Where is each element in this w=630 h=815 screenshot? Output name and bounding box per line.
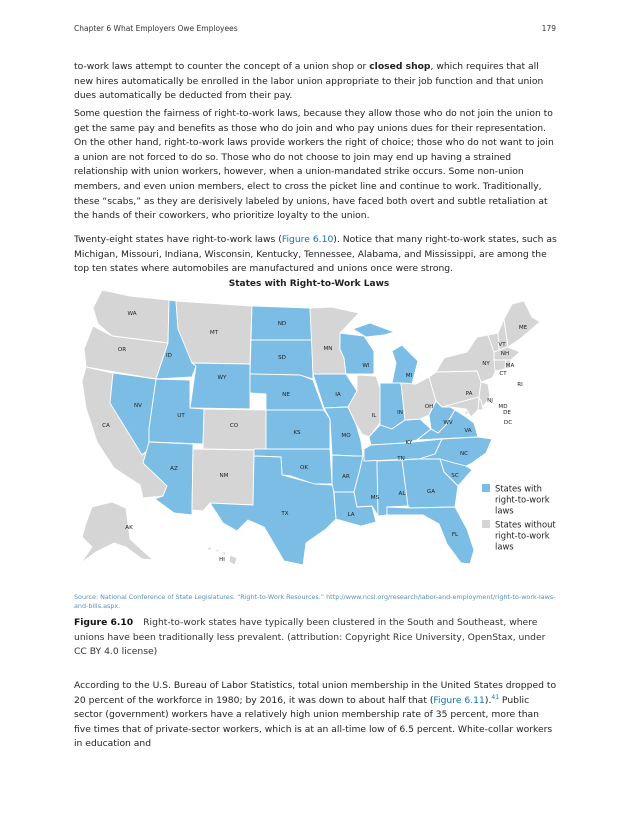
state-label-nc: NC: [459, 451, 469, 457]
state-label-ar: AR: [342, 474, 350, 480]
state-label-sd: SD: [278, 355, 286, 361]
state-AK: [81, 502, 153, 563]
legend-label-1-line-2: right-to-work: [495, 494, 550, 505]
state-label-de: DE: [503, 410, 511, 416]
state-label-nv: NV: [133, 403, 143, 409]
state-label-wi: WI: [362, 363, 370, 369]
chapter-title: Chapter 6 What Employers Owe Employees: [74, 24, 238, 33]
us-map: [74, 279, 557, 589]
state-label-ut: UT: [177, 413, 185, 419]
state-NM: [192, 449, 254, 511]
state-label-nm: NM: [219, 473, 229, 479]
p4-text-c: Public sector (government) workers have a relatively high union membership rate of 35 percent, more than five times that of private-sector workers, which is at an all-time low of 6.5 percent. White-collar workers in education and: [74, 694, 553, 750]
state-label-me: ME: [518, 325, 528, 331]
state-label-nj: NJ: [487, 398, 493, 404]
state-label-tn: TN: [397, 456, 405, 462]
state-label-ca: CA: [102, 423, 110, 429]
state-label-mn: MN: [323, 346, 333, 352]
state-label-hi: HI: [219, 557, 225, 563]
state-label-wy: WY: [217, 375, 227, 381]
state-CT: [494, 360, 506, 371]
p4-text-b: ).: [484, 694, 492, 706]
state-label-vt: VT: [498, 342, 506, 348]
state-label-ga: GA: [426, 489, 436, 495]
p3-text-b: ). Notice that many right-to-work states, such as Michigan, Missouri, Indiana, Wisconsin, Kentucky, Tennessee, Alabama, and Mississippi, are among the top ten states where automobiles are manufactured and unions once were strong.: [74, 234, 557, 275]
page-number: 179: [541, 24, 556, 33]
state-label-il: IL: [371, 413, 377, 419]
state-label-ks: KS: [293, 430, 301, 436]
state-label-ok: OK: [299, 465, 309, 471]
state-label-oh: OH: [424, 404, 434, 410]
legend-label-2-line-2: right-to-work: [495, 530, 550, 541]
footnote-41[interactable]: 41: [491, 693, 500, 701]
state-label-sc: SC: [451, 473, 459, 479]
state-DC: [465, 411, 468, 414]
paragraph-twenty-eight-states: [74, 233, 557, 277]
legend-swatch-1: [482, 484, 490, 492]
figure-source: Source: National Conference of State Legislatures. “Right-to-Work Resources.” http://www.ncsl.org/research/labor-and-employment/right-to-work-laws-and-bills.aspx.: [74, 593, 556, 610]
state-label-al: AL: [398, 491, 406, 497]
term-closed-shop: closed shop: [369, 61, 431, 72]
state-label-va: VA: [464, 428, 472, 434]
state-label-ct: CT: [499, 371, 507, 377]
state-label-co: CO: [229, 423, 239, 429]
state-label-ny: NY: [482, 361, 490, 367]
state-label-md: MD: [498, 404, 508, 410]
right-to-work-map-figure: [74, 279, 557, 589]
state-label-la: LA: [347, 512, 355, 518]
state-label-wa: WA: [127, 311, 137, 317]
legend-label-2-line-3: laws: [495, 541, 514, 552]
legend-label-1-line-1: States with: [495, 483, 542, 494]
state-label-ri: RI: [517, 382, 523, 388]
state-label-tx: TX: [281, 511, 289, 517]
p1-text-a: to-work laws attempt to counter the concept of a union shop or: [74, 61, 370, 72]
state-label-ne: NE: [282, 392, 290, 398]
state-label-ky: KY: [405, 440, 413, 446]
state-label-ia: IA: [335, 392, 341, 398]
state-label-az: AZ: [170, 466, 178, 472]
legend-swatch-2: [482, 520, 490, 528]
paragraph-closed-shop: [74, 60, 557, 104]
figure-6-11-link[interactable]: Figure 6.11: [433, 694, 485, 706]
state-label-nd: ND: [277, 321, 287, 327]
state-label-mt: MT: [209, 330, 219, 336]
p3-text-a: Twenty-eight states have right-to-work laws (: [74, 234, 282, 245]
state-label-mi: MI: [405, 373, 413, 379]
state-label-wv: WV: [443, 420, 453, 426]
state-FL: [387, 507, 474, 564]
legend-label-1-line-3: laws: [495, 505, 514, 516]
state-WY: [190, 363, 250, 409]
state-label-id: ID: [166, 353, 172, 359]
state-ME: [504, 301, 540, 347]
figure-caption-text: Right-to-work states have typically been clustered in the South and Southeast, where unions have been traditionally less prevalent. (attribution: Copyright Rice University, OpenStax, under CC BY 4.0 license): [74, 617, 546, 658]
p1-text-c: , which requires that all new hires automatically be enrolled in the labor union appropriate to their job function and that union dues automatically be deducted from their pay.: [74, 61, 544, 102]
state-label-mo: MO: [341, 433, 351, 439]
state-label-ak: AK: [125, 525, 133, 531]
paragraph-fairness: Some question the fairness of right-to-work laws, because they allow those who do not join the union to get the same pay and benefits as those who do join and who pay unions dues for their representation. On the other hand, right-to-work laws provide workers the right of choice; those who do not want to join a union are not forced to do so. Those who do not choose to join may end up having a strained relationship with union workers, however, when a union-mandated strike occurs. Some non-union members, and even union members, elect to cross the picket line and continue to work. Traditionally, these “scabs,” as they are derisively labeled by unions, have faced both overt and subtle retaliation at the hands of their coworkers, who prioritize loyalty to the union.: [74, 108, 554, 222]
state-label-ma: MA: [505, 363, 515, 369]
paragraph-union-membership: [74, 679, 557, 752]
legend-label-2-line-1: States without: [495, 519, 556, 530]
state-CO: [203, 409, 267, 450]
map-title: States with Right-to-Work Laws: [228, 279, 390, 289]
figure-label: Figure 6.10: [74, 617, 134, 628]
figure-6-10-link[interactable]: Figure 6.10: [281, 234, 334, 245]
state-label-fl: FL: [451, 532, 459, 538]
page-header: [74, 24, 556, 38]
state-label-dc: DC: [503, 420, 513, 426]
state-label-pa: PA: [465, 391, 473, 397]
state-label-nh: NH: [500, 351, 510, 357]
figure-caption: [74, 616, 557, 660]
state-label-or: OR: [117, 347, 127, 353]
state-label-ms: MS: [370, 495, 380, 501]
state-label-in: IN: [397, 410, 403, 416]
p4-text-a: According to the U.S. Bureau of Labor Statistics, total union membership in the United States dropped to 20 percent of the workforce in 1980; by 2016, it was down to about half that (: [74, 680, 557, 706]
map-legend: [482, 484, 556, 552]
